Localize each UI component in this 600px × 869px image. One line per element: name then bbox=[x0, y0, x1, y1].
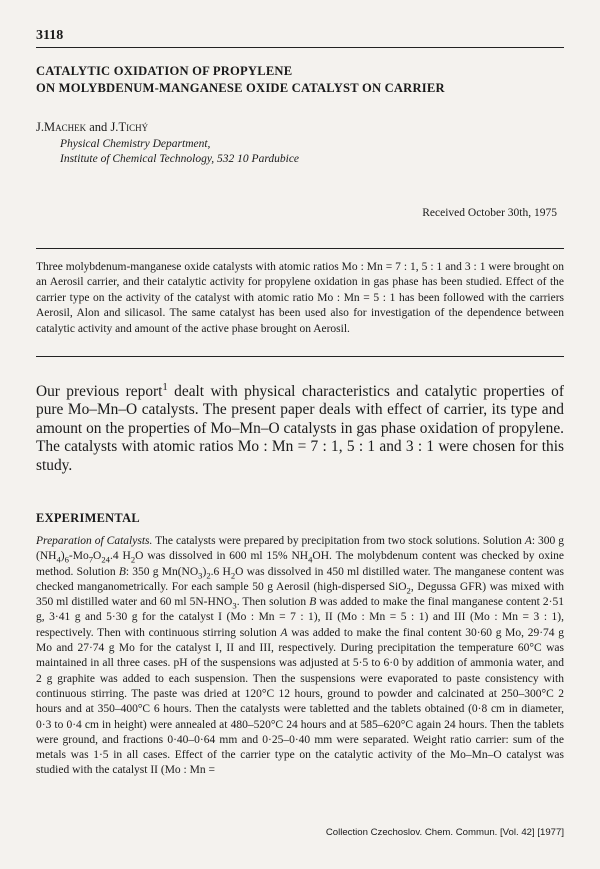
section-heading-experimental: EXPERIMENTAL bbox=[36, 511, 140, 525]
intro-text-2: dealt with physical characteristics and catalytic properties of pure Mo–Mn–O catalysts. The present paper deals with effect of carrier, its type and amount on the properties of Mo–Mn–O catalysts in gas phase oxidation of propylene. The catalysts with atomic ratios Mo : Mn = 7 : 1, 5 : 1 and 3 : 1 were chosen for this study. bbox=[36, 383, 564, 474]
body-text: .4 H bbox=[109, 550, 131, 563]
body-text: O was dissolved in 600 ml 15% NH bbox=[135, 550, 309, 563]
affiliation-line-2: Institute of Chemical Technology, 532 10 Pardubice bbox=[60, 153, 300, 165]
journal-footer: Collection Czechoslov. Chem. Commun. [Vol. 42] [1977] bbox=[325, 827, 564, 838]
subscript: 4 bbox=[308, 554, 313, 565]
subscript: 2 bbox=[130, 554, 136, 565]
run-in-heading: Preparation of Catalysts. bbox=[36, 535, 153, 547]
body-text: -Mo bbox=[68, 550, 89, 563]
solution-label: B bbox=[118, 565, 126, 578]
abstract-top-rule bbox=[36, 248, 564, 249]
reference-marker: 1 bbox=[162, 380, 168, 393]
author-2-initial: J. bbox=[110, 120, 119, 134]
body-text: The catalysts were prepared by precipitation from two stock solutions. bbox=[152, 535, 483, 547]
experimental-paragraph bbox=[36, 534, 564, 779]
solution-label: A bbox=[524, 535, 532, 547]
body-text: ) bbox=[60, 550, 65, 563]
affiliation-line-1: Physical Chemistry Department, bbox=[60, 138, 211, 150]
body-text: . Then solution bbox=[236, 596, 310, 609]
body-text: : 300 g (NH bbox=[36, 535, 564, 563]
body-text: Solution bbox=[482, 535, 525, 547]
body-text: : 350 g Mn(NO bbox=[125, 565, 199, 578]
body-text: ) bbox=[202, 565, 207, 578]
intro-text-1: Our previous report bbox=[36, 383, 163, 400]
subscript: 3 bbox=[198, 569, 203, 580]
author-2-name: Tichý bbox=[118, 120, 149, 134]
subscript: 4 bbox=[56, 554, 61, 565]
body-text: , Degussa GFR) was mixed with 350 ml distilled water and 60 ml 5N-HNO bbox=[36, 580, 564, 609]
author-1-initial: J. bbox=[36, 120, 44, 134]
header-rule bbox=[36, 47, 564, 48]
body-text: OH. The molybdenum content was checked by oxine method. bbox=[36, 550, 565, 578]
body-text: .6 H bbox=[210, 565, 231, 578]
intro-paragraph bbox=[36, 380, 564, 475]
subscript: 7 bbox=[88, 554, 94, 565]
author-and: and bbox=[86, 120, 111, 134]
subscript: 2 bbox=[206, 569, 211, 580]
authors bbox=[36, 120, 148, 135]
subscript: 6 bbox=[64, 554, 69, 565]
subscript: 2 bbox=[230, 569, 236, 580]
body-text: O was dissolved in 450 ml distilled water. The manganese content was checked manganometrically. For each sample 50 g Aerosil (high-dispersed SiO bbox=[36, 565, 564, 593]
page-number: 3118 bbox=[36, 28, 64, 43]
received-date: Received October 30th, 1975 bbox=[422, 207, 557, 219]
abstract-bottom-rule bbox=[36, 356, 564, 357]
body-text: was added to make the final manganese content 2·51 g, 3·41 g and 5·30 g for the catalyst I (Mo : Mn = 7 : 1), II (Mo : Mn = 5 : 1) and III (Mo : Mn = 3 : 1), respectively. Then with continuous stirring solution bbox=[36, 596, 565, 639]
subscript: 24 bbox=[101, 554, 110, 565]
article-title bbox=[36, 63, 576, 97]
body-text: Solution bbox=[76, 565, 119, 578]
affiliation bbox=[60, 137, 299, 167]
body-text: O bbox=[93, 550, 102, 563]
body-text: was added to make the final content 30·60 g Mo, 29·74 g Mo and 27·74 g Mo for the catalyst I, II and III, respectively. During precipitation the temperature 60°C was maintained in all three cases. pH of the suspensions was adjusted at 5·5 to 6·0 by addition of ammonia water, and 2 g graphite was added to each suspension. Then the suspensions were evaporated to paste consistency with continuous stirring. The paste was dried at 120°C 12 hours, ground to powder and calcinated at 250–300°C 2 hours and at 350–400°C 6 hours. Then the catalysts were tabletted and the tablets obtained (0·8 cm in diameter, 0·3 to 0·4 cm in height) were annealed at 480–520°C 24 hours and at 585–620°C again 24 hours. Then the tablets were ground, and fractions 0·40–0·64 mm and 0·25–0·40 mm were separated. Weight ratio carrier: sum of the metals was 1·5 in all cases. Effect of the carrier type on the catalytic activity of the Mo–Mn–O catalyst was studied with the catalyst II (Mo : Mn = bbox=[36, 626, 564, 777]
subscript: 2 bbox=[406, 585, 411, 596]
title-line-1: CATALYTIC OXIDATION OF PROPYLENE bbox=[36, 64, 293, 78]
abstract: Three molybdenum-manganese oxide catalysts with atomic ratios Mo : Mn = 7 : 1, 5 : 1 and 3 : 1 were brought on an Aerosil carrier, and their catalytic activity for propylene oxidation in gas phase has been studied. Effect of the carrier type on the activity of the catalyst with atomic ratio Mo : Mn = 5 : 1 has been followed with the carriers Aerosil, Alon and silicasol. The same catalyst has been used also for investigation of the dependence between catalytic activity and amount of the active phase brought on Aerosil. bbox=[36, 261, 564, 335]
subscript: 3 bbox=[232, 600, 237, 611]
solution-label: A bbox=[280, 626, 288, 639]
solution-label: B bbox=[309, 596, 317, 609]
author-1-name: Machek bbox=[44, 120, 87, 134]
title-line-2: ON MOLYBDENUM-MANGANESE OXIDE CATALYST ON CARRIER bbox=[36, 81, 445, 95]
